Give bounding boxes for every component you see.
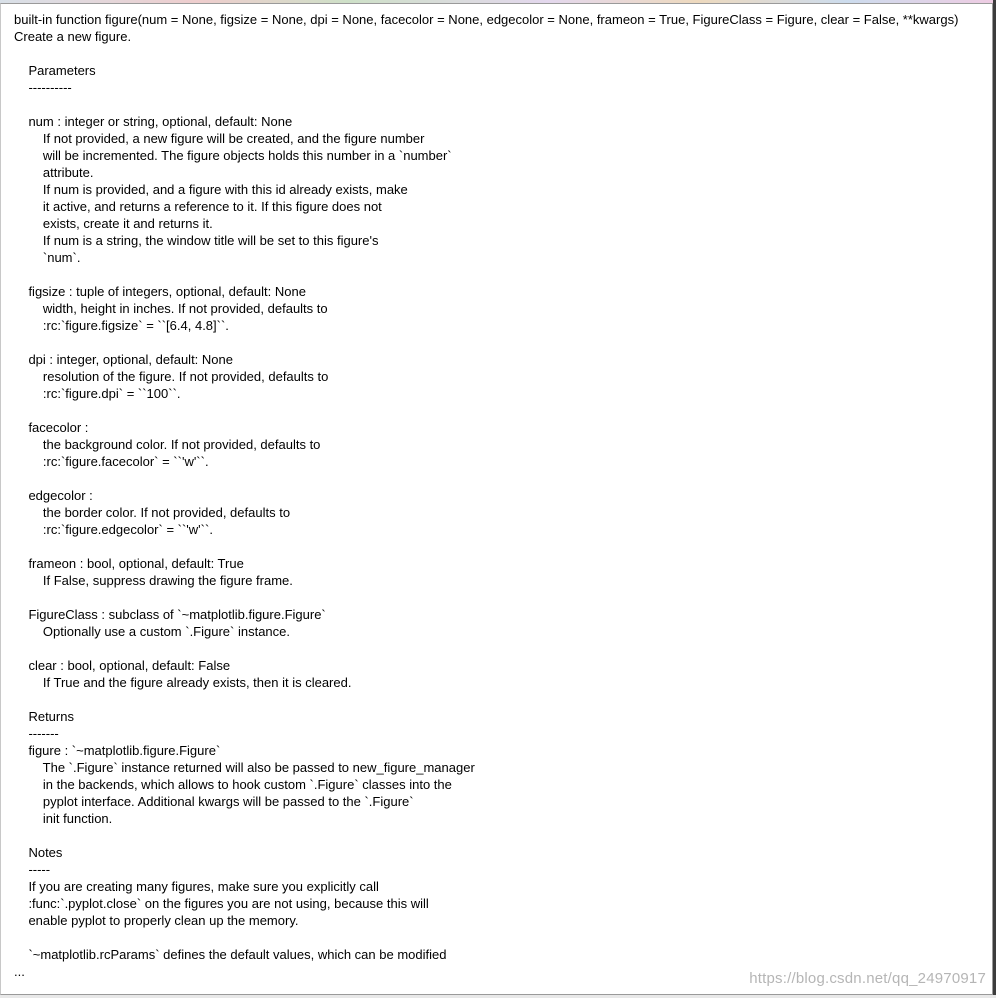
signature-help-tooltip <box>0 3 993 995</box>
function-signature: built-in function figure(num = None, figsize = None, dpi = None, facecolor = None, edgecolor = None, frameon = True, FigureClass = Figure, clear = False, **kwargs) <box>14 12 959 27</box>
function-docstring: Create a new figure. Parameters ---------- num : integer or string, optional, default: None If not provided, a new figure will be created, and the figure number will be incremented. The figure objects holds this number in a `number` attribute. If num is provided, and a figure with this id already exists, make it active, and returns a reference to it. If this figure does not exists, create it and returns it. If num is a string, the window title will be set to this figure's `num`. figsize : tuple of integers, optional, default: None width, height in inches. If not provided, defaults to :rc:`figure.figsize` = ``[6.4, 4.8]``. dpi : integer, optional, default: None resolution of the figure. If not provided, defaults to :rc:`figure.dpi` = ``100``. facecolor : the background color. If not provided, defaults to :rc:`figure.facecolor` = ``'w'``. edgecolor : the border color. If not provided, defaults to :rc:`figure.edgecolor` = ``'w'``. frameon : bool, optional, default: True If False, suppress drawing the figure frame. FigureClass : subclass of `~matplotlib.figure.Figure` Optionally use a custom `.Figure` instance. clear : bool, optional, default: False If True and the figure already exists, then it is cleared. Returns ------- figure : `~matplotlib.figure.Figure` The `.Figure` instance returned will also be passed to new_figure_manager in the backends, which allows to hook custom `.Figure` classes into the pyplot interface. Additional kwargs will be passed to the `.Figure` init function. Notes ----- If you are creating many figures, make sure you explicitly call :func:`.pyplot.close` on the figures you are not using, because this will enable pyplot to properly clean up the memory. `~matplotlib.rcParams` defines the default values, which can be modified ... <box>14 29 475 979</box>
watermark: https://blog.csdn.net/qq_24970917 <box>749 970 986 987</box>
tooltip-content <box>1 4 992 980</box>
